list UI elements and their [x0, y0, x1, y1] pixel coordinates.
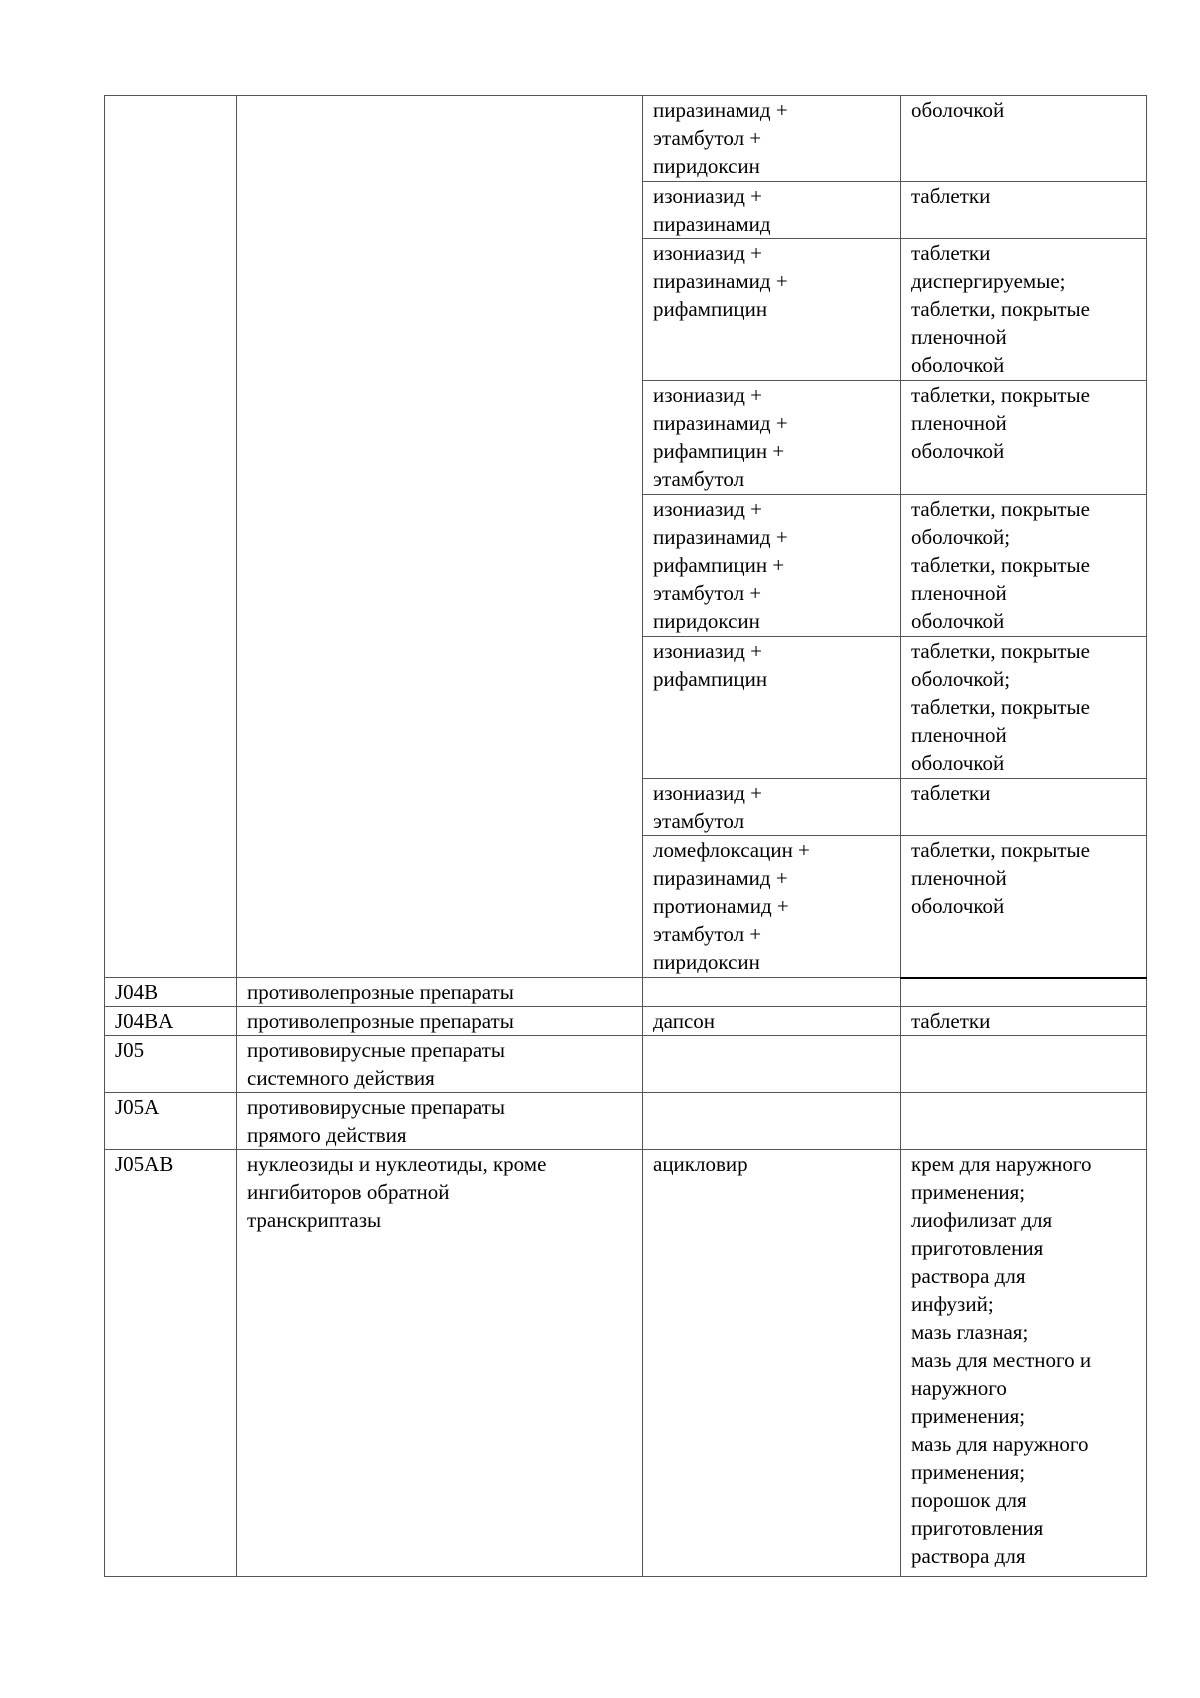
- table-row: [105, 978, 1147, 1007]
- pharmacological-group-cell: нуклеозиды и нуклеотиды, кроме ингибиторов обратной транскриптазы: [237, 1150, 643, 1577]
- dosage-form-cell: оболочкой: [901, 96, 1147, 182]
- drug-name-cell: пиразинамид + этамбутол + пиридоксин: [643, 96, 901, 182]
- dosage-form-cell: [901, 1093, 1147, 1150]
- atc-code-cell: J04B: [105, 978, 237, 1007]
- pharmacological-group-cell: противовирусные препараты системного действия: [237, 1036, 643, 1093]
- drug-name-cell: изониазид + пиразинамид: [643, 182, 901, 239]
- drug-name-cell: изониазид + рифампицин: [643, 637, 901, 779]
- dosage-form-cell: крем для наружного применения; лиофилизат для приготовления раствора для инфузий; мазь глазная; мазь для местного и наружного применения; мазь для наружного применения; порошок для приготовления раствора для: [901, 1150, 1147, 1577]
- dosage-form-cell: таблетки, покрытые оболочкой; таблетки, покрытые пленочной оболочкой: [901, 495, 1147, 637]
- drug-name-cell: [643, 1036, 901, 1093]
- drug-list-table: [104, 95, 1147, 1577]
- pharmacological-group-cell: противовирусные препараты прямого действия: [237, 1093, 643, 1150]
- dosage-form-cell: таблетки диспергируемые; таблетки, покрытые пленочной оболочкой: [901, 239, 1147, 381]
- dosage-form-cell: [901, 978, 1147, 1007]
- table-row: [105, 96, 1147, 182]
- drug-name-cell: изониазид + этамбутол: [643, 779, 901, 836]
- atc-code-cell: J05: [105, 1036, 237, 1093]
- dosage-form-cell: таблетки, покрытые оболочкой; таблетки, покрытые пленочной оболочкой: [901, 637, 1147, 779]
- dosage-form-cell: таблетки, покрытые пленочной оболочкой: [901, 381, 1147, 495]
- atc-code-cell: J04BA: [105, 1007, 237, 1036]
- atc-code-cell: J05A: [105, 1093, 237, 1150]
- drug-name-cell: изониазид + пиразинамид + рифампицин: [643, 239, 901, 381]
- drug-name-cell: [643, 978, 901, 1007]
- pharmacological-group-cell: противолепрозные препараты: [237, 978, 643, 1007]
- dosage-form-cell: таблетки, покрытые пленочной оболочкой: [901, 836, 1147, 978]
- table-row: [105, 1150, 1147, 1577]
- table-row: [105, 1036, 1147, 1093]
- drug-name-cell: изониазид + пиразинамид + рифампицин + этамбутол + пиридоксин: [643, 495, 901, 637]
- pharmacological-group-cell: противолепрозные препараты: [237, 1007, 643, 1036]
- atc-code-cell: J05AB: [105, 1150, 237, 1577]
- drug-name-cell: дапсон: [643, 1007, 901, 1036]
- dosage-form-cell: таблетки: [901, 779, 1147, 836]
- table-row: [105, 1007, 1147, 1036]
- drug-name-cell: [643, 1093, 901, 1150]
- dosage-form-cell: таблетки: [901, 1007, 1147, 1036]
- drug-name-cell: ацикловир: [643, 1150, 901, 1577]
- drug-name-cell: изониазид + пиразинамид + рифампицин + этамбутол: [643, 381, 901, 495]
- drug-name-cell: ломефлоксацин + пиразинамид + протионамид + этамбутол + пиридоксин: [643, 836, 901, 978]
- dosage-form-cell: [901, 1036, 1147, 1093]
- pharmacological-group-cell: [237, 96, 643, 978]
- table-row: [105, 1093, 1147, 1150]
- dosage-form-cell: таблетки: [901, 182, 1147, 239]
- atc-code-cell: [105, 96, 237, 978]
